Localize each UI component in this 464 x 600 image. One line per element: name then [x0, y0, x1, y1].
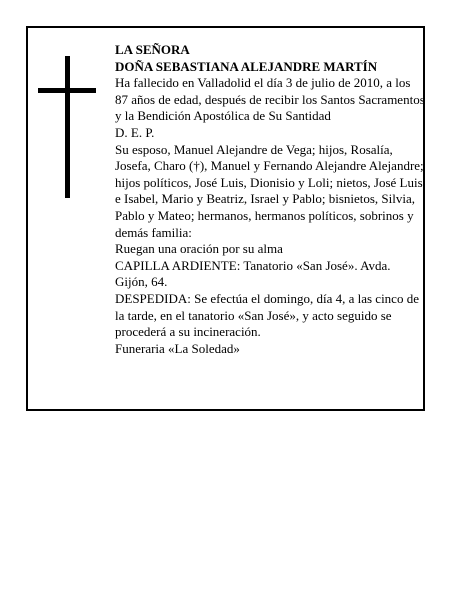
death-paragraph: Ha fallecido en Valladolid el día 3 de julio de 2010, a los 87 años de edad, después de recibir los Santos Sacramentos y la Bendición Apostólica de Su Santidad	[115, 75, 425, 124]
cross-horizontal-bar	[38, 88, 96, 93]
family-paragraph: Su esposo, Manuel Alejandre de Vega; hijos, Rosalía, Josefa, Charo (†), Manuel y Fernando Alejandre Alejandre; hijos políticos, José Luis, Dionisio y Loli; nietos, José Luis e Isabel, Mario y Beatriz, Israel y Pablo; bisnietos, Silvia, Pablo y Mateo; hermanos, hermanos políticos, sobrinos y demás familia:	[115, 141, 424, 240]
notice-text	[115, 42, 425, 357]
chapel-line: CAPILLA ARDIENTE: Tanatorio «San José». Avda. Gijón, 64.	[115, 257, 391, 290]
farewell-paragraph: DESPEDIDA: Se efectúa el domingo, día 4, a las cinco de la tarde, en el tanatorio «San José», y acto seguido se procederá a su incineración.	[115, 290, 419, 340]
cross-icon	[38, 56, 96, 198]
cross-vertical-bar	[65, 56, 70, 198]
dep-line: D. E. P.	[115, 124, 155, 140]
notice-heading: LA SEÑORA	[115, 42, 190, 57]
deceased-name: DOÑA SEBASTIANA ALEJANDRE MARTÍN	[115, 58, 378, 74]
funeral-home-line: Funeraria «La Soledad»	[115, 340, 240, 356]
prayer-line: Ruegan una oración por su alma	[115, 241, 283, 257]
obituary-notice	[26, 26, 425, 411]
